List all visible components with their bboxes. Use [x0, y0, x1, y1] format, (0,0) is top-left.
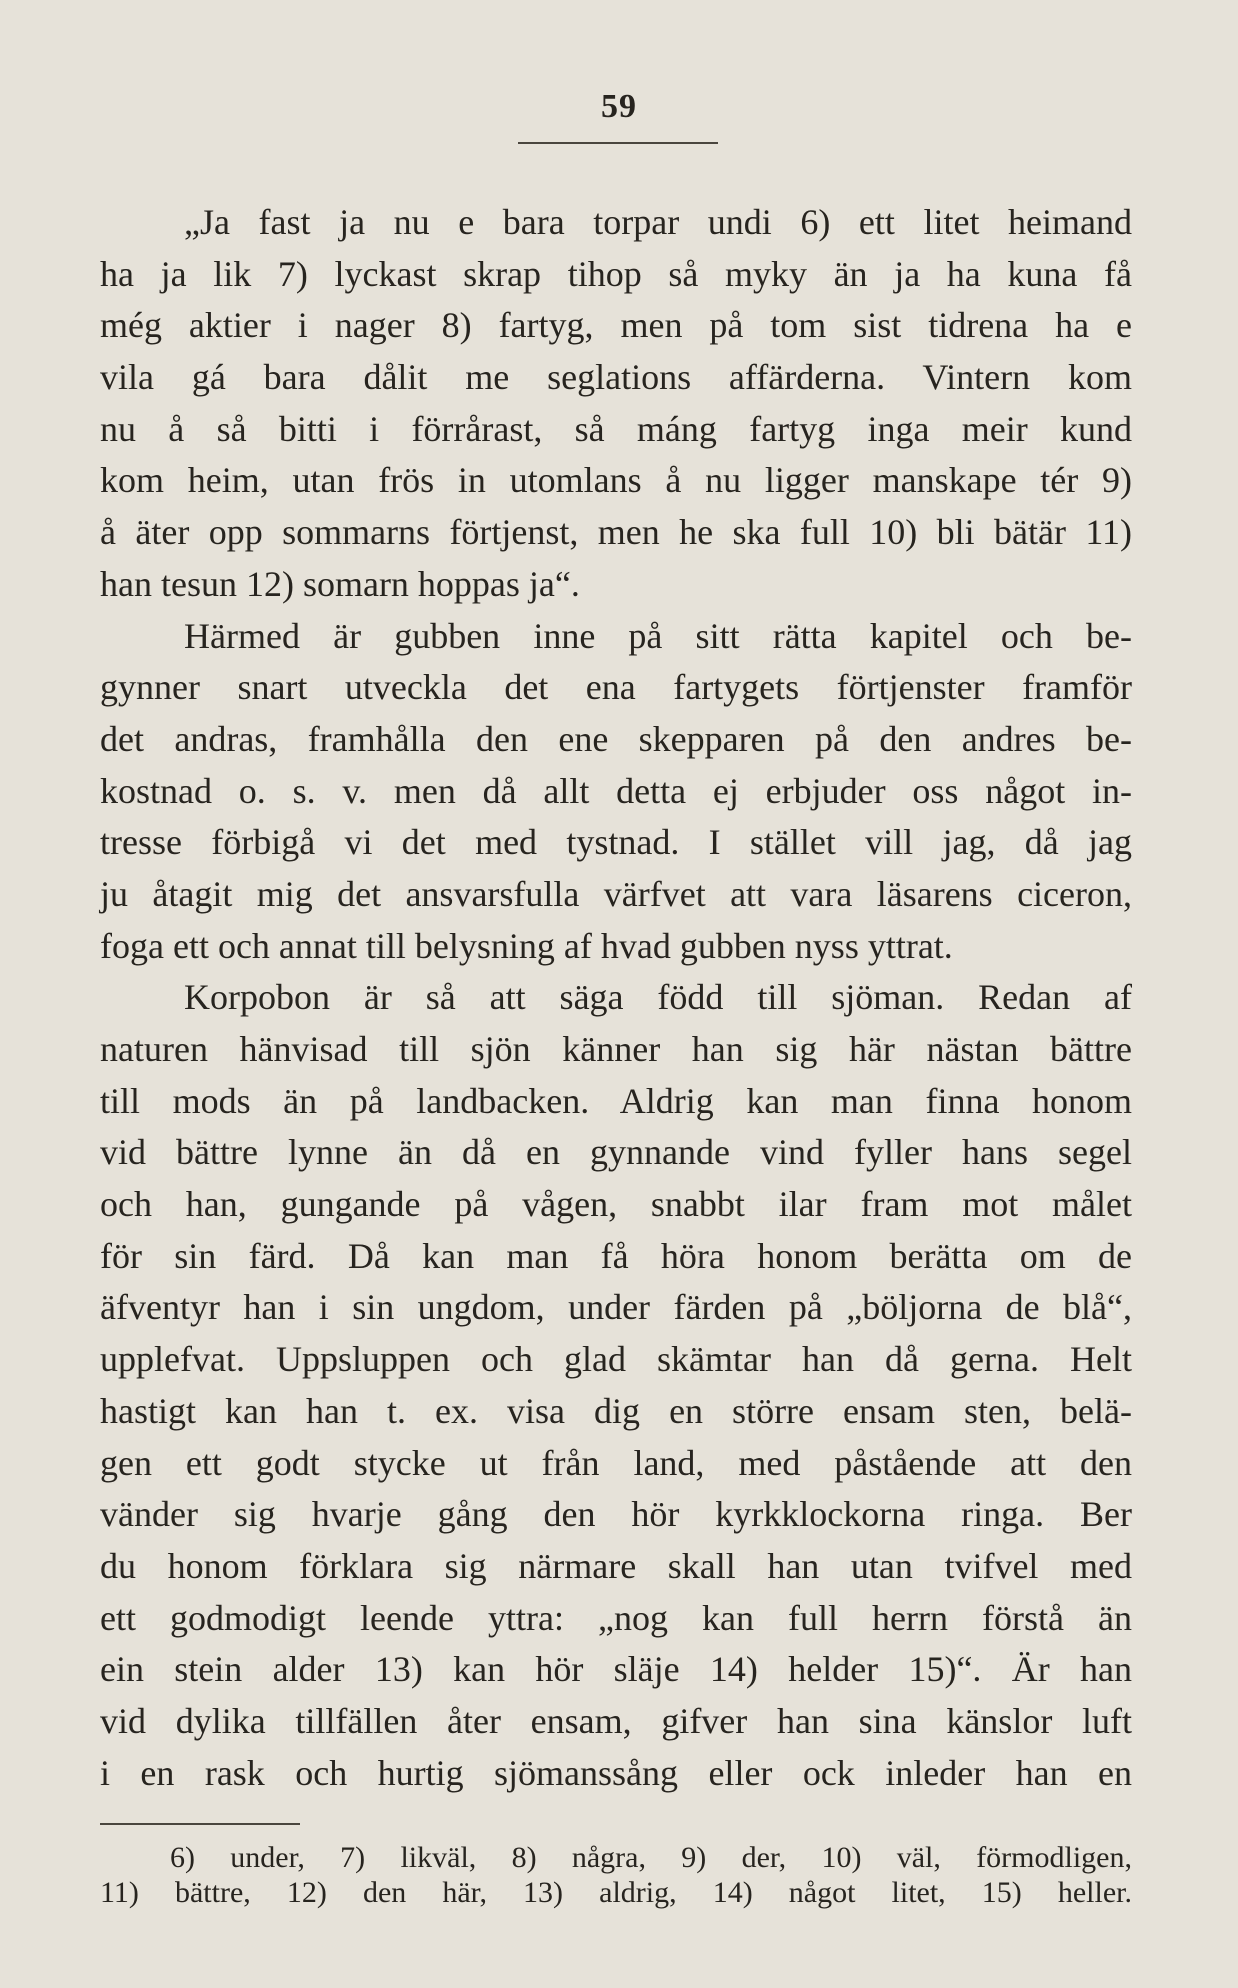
text-line: vila gá bara dålit me seglations affärderna. Vintern kom [100, 357, 1132, 398]
body-text [100, 197, 1132, 1799]
text-line: äfventyr han i sin ungdom, under färden på „böljorna de blå“, [100, 1287, 1132, 1328]
text-line: Korpobon är så att säga född till sjöman. Redan af [184, 977, 1132, 1018]
text-line: gynner snart utveckla det ena fartygets förtjenster framför [100, 667, 1132, 708]
text-line: han tesun 12) somarn hoppas ja“. [100, 563, 580, 604]
text-line: vid bättre lynne än då en gynnande vind fyller hans segel [100, 1132, 1132, 1173]
text-line: vid dylika tillfällen åter ensam, gifver han sina känslor luft [100, 1700, 1132, 1741]
text-line: i en rask och hurtig sjömanssång eller ock inleder han en [100, 1752, 1132, 1793]
footnotes [100, 1840, 1132, 1910]
page-number-rule [518, 142, 718, 144]
text-line: upplefvat. Uppsluppen och glad skämtar han då gerna. Helt [100, 1339, 1132, 1380]
text-line: nu å så bitti i förrårast, så máng fartyg inga meir kund [100, 408, 1132, 449]
text-line: ju åtagit mig det ansvarsfulla värfvet att vara läsarens ciceron, [100, 873, 1132, 914]
text-line: det andras, framhålla den ene skepparen på den andres be- [100, 718, 1132, 759]
text-line: kostnad o. s. v. men då allt detta ej erbjuder oss något in- [100, 770, 1132, 811]
text-line: till mods än på landbacken. Aldrig kan man finna honom [100, 1080, 1132, 1121]
text-line: och han, gungande på vågen, snabbt ilar fram mot målet [100, 1184, 1132, 1225]
text-line: du honom förklara sig närmare skall han utan tvifvel med [100, 1545, 1132, 1586]
text-line: gen ett godt stycke ut från land, med påstående att den [100, 1442, 1132, 1483]
text-line: naturen hänvisad till sjön känner han sig här nästan bättre [100, 1029, 1132, 1069]
page-number: 59 [601, 88, 637, 125]
text-line: hastigt kan han t. ex. visa dig en större ensam sten, belä- [100, 1390, 1132, 1431]
text-line: kom heim, utan frös in utomlans å nu ligger manskape tér 9) [100, 460, 1132, 501]
text-line: tresse förbigå vi det med tystnad. I stället vill jag, då jag [100, 822, 1132, 863]
footnote-line: 11) bättre, 12) den här, 13) aldrig, 14) något litet, 15) heller. [100, 1876, 1132, 1909]
text-line: ein stein alder 13) kan hör släje 14) helder 15)“. Är han [100, 1649, 1132, 1690]
text-line: ha ja lik 7) lyckast skrap tihop så myky än ja ha kuna få [100, 253, 1132, 294]
text-line: még aktier i nager 8) fartyg, men på tom sist tidrena ha e [100, 305, 1132, 346]
text-line: foga ett och annat till belysning af hvad gubben nyss yttrat. [100, 925, 953, 966]
text-line: vänder sig hvarje gång den hör kyrkklockorna ringa. Ber [100, 1494, 1132, 1535]
text-line: för sin färd. Då kan man få höra honom berätta om de [100, 1235, 1132, 1276]
text-line: ett godmodigt leende yttra: „nog kan full herrn förstå än [100, 1597, 1132, 1638]
text-line: „Ja fast ja nu e bara torpar undi 6) ett litet heimand [184, 202, 1132, 242]
footnote-line: 6) under, 7) likväl, 8) några, 9) der, 10) väl, förmodligen, [170, 1841, 1132, 1874]
footnote-rule [100, 1823, 300, 1825]
text-line: å äter opp sommarns förtjenst, men he ska full 10) bli bätär 11) [100, 512, 1132, 553]
text-line: Härmed är gubben inne på sitt rätta kapitel och be- [184, 615, 1132, 656]
